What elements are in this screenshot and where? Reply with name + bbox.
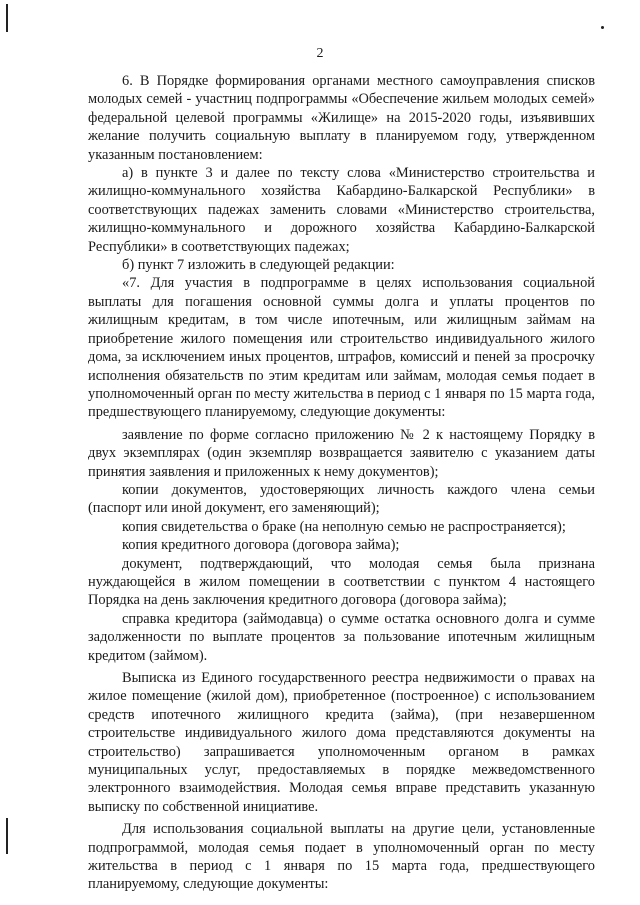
document-body <box>88 72 595 894</box>
scan-edge-mark <box>6 4 8 32</box>
document-item-marriage-certificate: копия свидетельства о браке (на неполную семью не распространяется); <box>122 518 566 535</box>
paragraph-6: 6. В Порядке формирования органами местного самоуправления списков молодых семей - участниц подпрограммы «Обеспечение жильем молодых семей» федеральной целевой программы «Жилище» на 2015-2020 годы, изъявивших желание получить социальную выплату в планируемом году, утвержденном указанным постановлением: <box>88 73 595 163</box>
paragraph-other-purposes: Для использования социальной выплаты на другие цели, установленные подпрограммой, молодая семья подает в уполномоченный орган по месту жительства в период с 1 января по 15 марта года, предшествующего планируемому, следующие документы: <box>88 821 595 893</box>
paragraph-6b: б) пункт 7 изложить в следующей редакции: <box>122 257 395 274</box>
document-item-id-copies: копии документов, удостоверяющих личность каждого члена семьи (паспорт или иной документ, его заменяющий); <box>88 481 595 517</box>
page-number: 2 <box>316 46 324 61</box>
paragraph-6a: а) в пункте 3 и далее по тексту слова «Министерство строительства и жилищно-коммунального хозяйства Кабардино-Балкарской Республики» в соответствующих падежах заменить словами «Министерство строительства, жилищно-коммунального и дорожного хозяйства Кабардино-Балкарской Республики» в соответствующих падежах; <box>88 165 595 255</box>
document-item-credit-agreement: копия кредитного договора (договора займа); <box>122 537 400 554</box>
scan-edge-mark <box>6 818 8 854</box>
paragraph-registry-extract: Выписка из Единого государственного реестра недвижимости о правах на жилое помещение (жилой дом), приобретенное (построенное) с использованием средств ипотечного жилищного кредита (займа), (при незавершенном строительстве индивидуального жилого дома представляются документы на строительство) запрашивается уполномоченным органом в рамках муниципальных услуг, предоставляемых в порядке межведомственного электронного взаимодействия. Молодая семья вправе представить указанную выписку по собственной инициативе. <box>88 670 595 815</box>
document-item-need-confirmation: документ, подтверждающий, что молодая семья была признана нуждающейся в жилом помещении в соответствии с пунктом 4 настоящего Порядка на день заключения кредитного договора (договора займа); <box>88 555 595 609</box>
document-item-creditor-statement: справка кредитора (займодавца) о сумме остатка основного долга и сумме задолженности по выплате процентов за пользование ипотечным жилищным кредитом (займом). <box>88 610 595 664</box>
document-item-application: заявление по форме согласно приложению № 2 к настоящему Порядку в двух экземплярах (один экземпляр возвращается заявителю с указанием даты принятия заявления и приложенных к нему документов); <box>88 426 595 480</box>
scan-dot-mark <box>601 26 604 29</box>
paragraph-7: «7. Для участия в подпрограмме в целях использования социальной выплаты для погашения основной суммы долга и уплаты процентов по жилищным кредитам, в том числе ипотечным, или жилищным займам на приобретение жилого помещения или строительство индивидуального жилого дома, за исключением иных процентов, штрафов, комиссий и пеней за просрочку исполнения обязательств по этим кредитам или займам, молодая семья подает в уполномоченный орган по месту жительства в период с 1 января по 15 марта года, предшествующего планируемому, следующие документы: <box>88 275 595 421</box>
